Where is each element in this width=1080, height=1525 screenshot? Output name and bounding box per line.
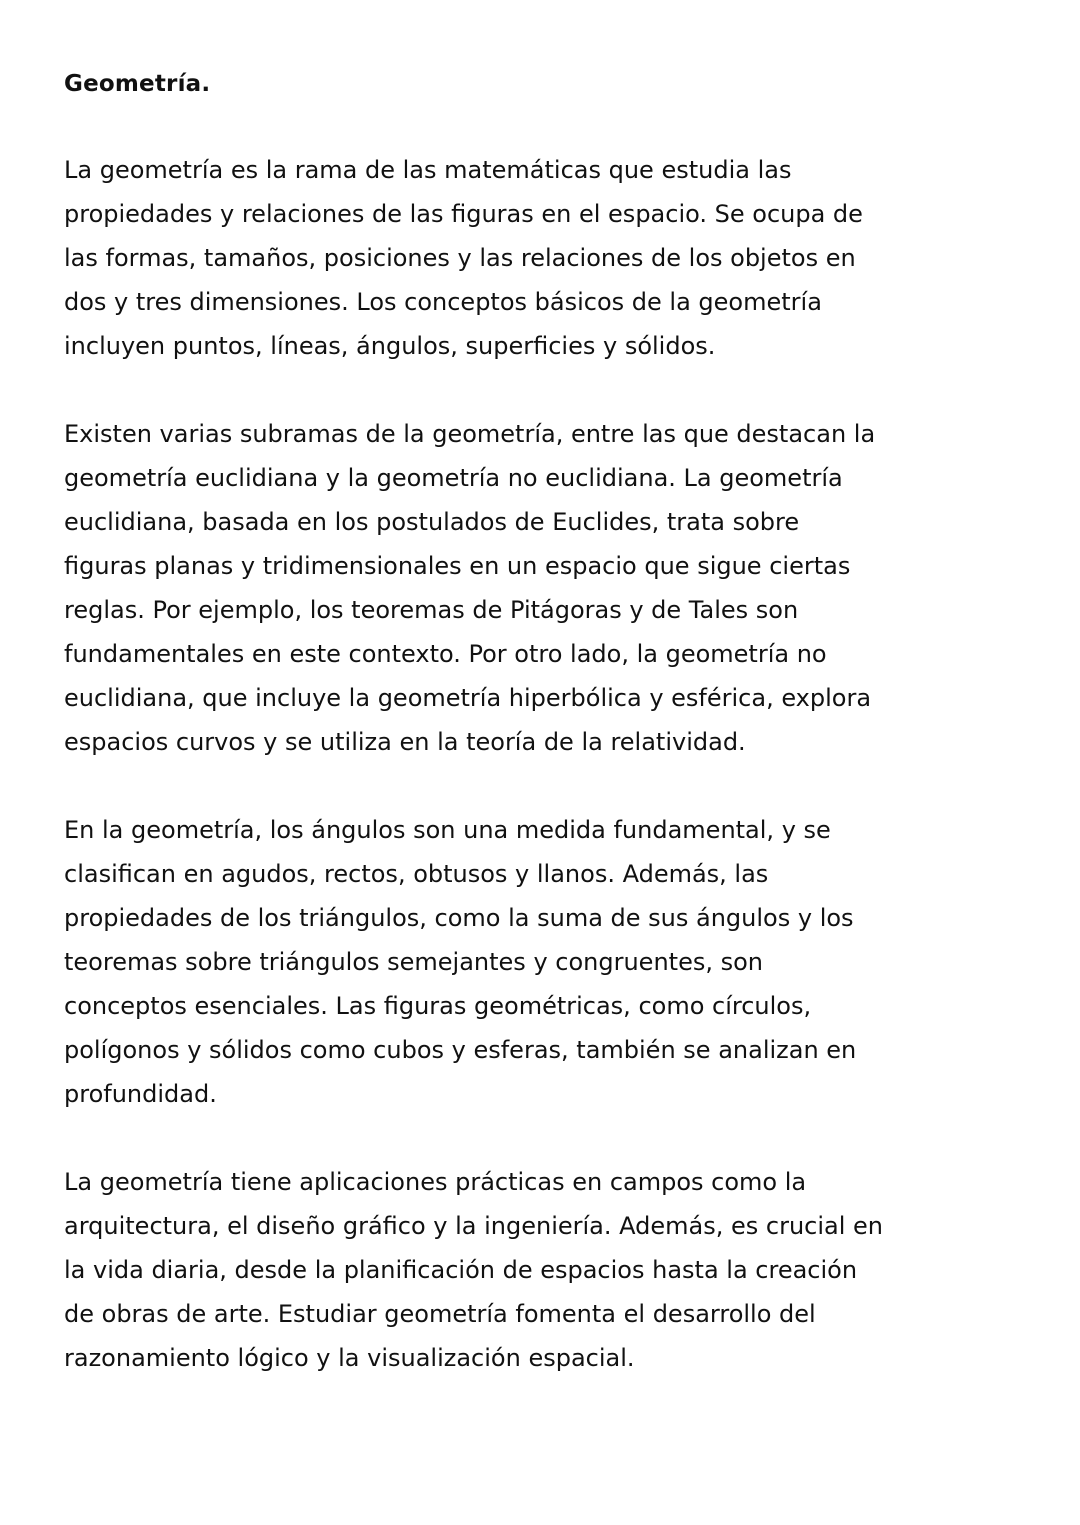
text-line: fundamentales en este contexto. Por otro lado, la geometría no — [64, 640, 827, 668]
text-line: teoremas sobre triángulos semejantes y congruentes, son — [64, 948, 763, 976]
text-line: propiedades de los triángulos, como la suma de sus ángulos y los — [64, 904, 854, 932]
text-line: profundidad. — [64, 1080, 217, 1108]
text-line: polígonos y sólidos como cubos y esferas, también se analizan en — [64, 1036, 857, 1064]
text-line: La geometría tiene aplicaciones prácticas en campos como la — [64, 1168, 807, 1196]
text-line: En la geometría, los ángulos son una medida fundamental, y se — [64, 816, 831, 844]
text-line: las formas, tamaños, posiciones y las relaciones de los objetos en — [64, 244, 856, 272]
document-title: Geometría. — [64, 71, 211, 97]
text-line: clasifican en agudos, rectos, obtusos y llanos. Además, las — [64, 860, 769, 888]
text-line: reglas. Por ejemplo, los teoremas de Pitágoras y de Tales son — [64, 596, 799, 624]
text-line: Existen varias subramas de la geometría, entre las que destacan la — [64, 420, 876, 448]
text-line: espacios curvos y se utiliza en la teoría de la relatividad. — [64, 728, 746, 756]
paragraph-angulos — [64, 808, 944, 1116]
text-line: la vida diaria, desde la planificación de espacios hasta la creación — [64, 1256, 858, 1284]
text-line: de obras de arte. Estudiar geometría fomenta el desarrollo del — [64, 1300, 816, 1328]
document-page — [64, 62, 944, 1424]
text-line: geometría euclidiana y la geometría no euclidiana. La geometría — [64, 464, 843, 492]
text-line: conceptos esenciales. Las figuras geométricas, como círculos, — [64, 992, 812, 1020]
text-line: euclidiana, basada en los postulados de Euclides, trata sobre — [64, 508, 800, 536]
text-line: razonamiento lógico y la visualización espacial. — [64, 1344, 635, 1372]
paragraph-subramas — [64, 412, 944, 764]
text-line: incluyen puntos, líneas, ángulos, superficies y sólidos. — [64, 332, 716, 360]
text-line: figuras planas y tridimensionales en un espacio que sigue ciertas — [64, 552, 851, 580]
text-line: euclidiana, que incluye la geometría hiperbólica y esférica, explora — [64, 684, 872, 712]
paragraph-aplicaciones — [64, 1160, 944, 1380]
text-line: arquitectura, el diseño gráfico y la ingeniería. Además, es crucial en — [64, 1212, 883, 1240]
text-line: propiedades y relaciones de las figuras en el espacio. Se ocupa de — [64, 200, 863, 228]
text-line: La geometría es la rama de las matemáticas que estudia las — [64, 156, 792, 184]
paragraph-intro — [64, 148, 944, 368]
text-line: dos y tres dimensiones. Los conceptos básicos de la geometría — [64, 288, 822, 316]
